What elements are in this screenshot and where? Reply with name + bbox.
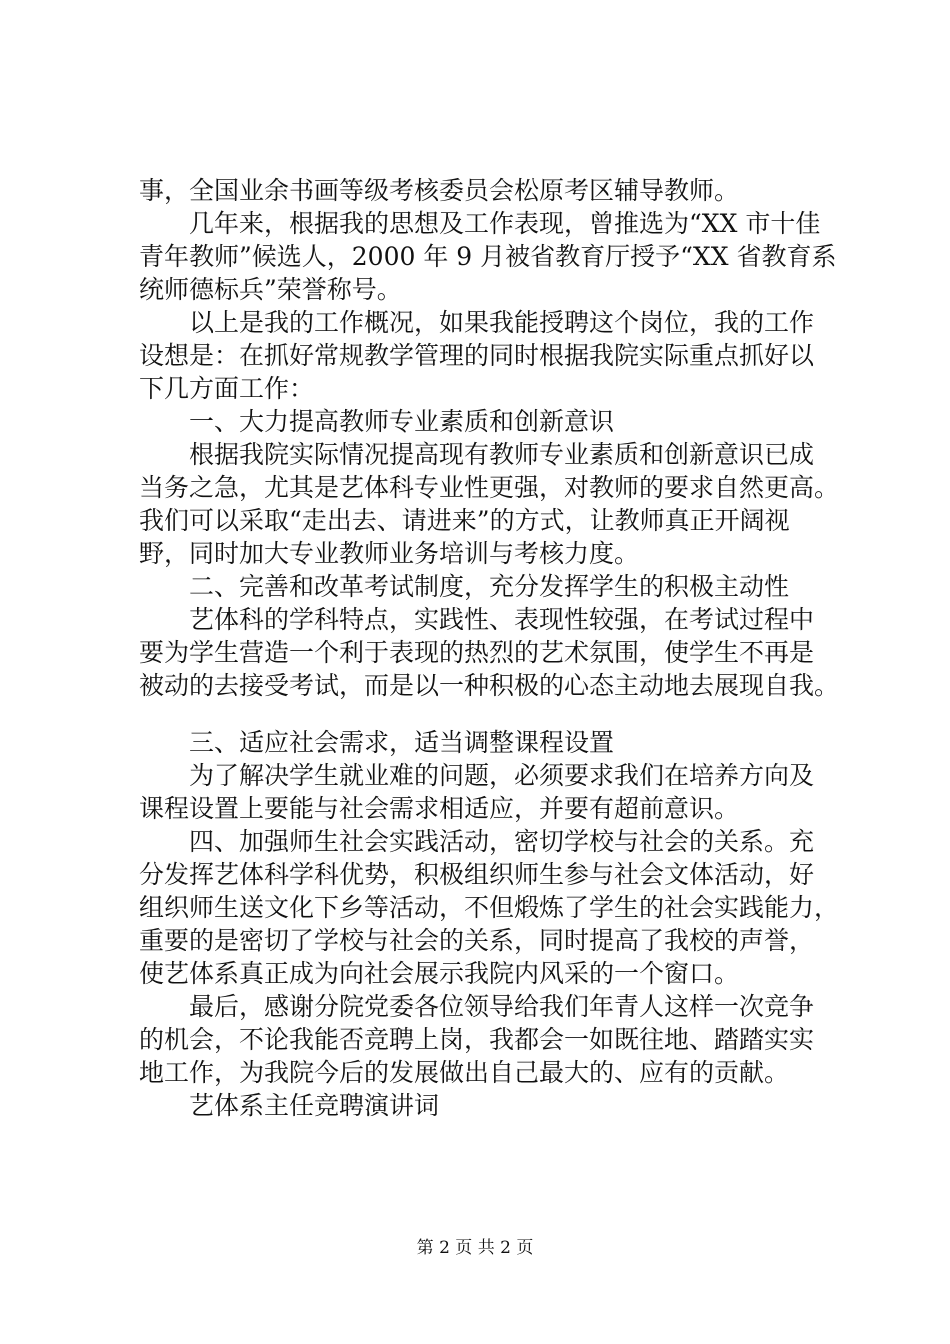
text-line: 的机会，不论我能否竞聘上岗，我都会一如既往地、踏踏实实 xyxy=(139,1025,815,1054)
document-title-line: 艺体系主任竞聘演讲词 xyxy=(139,1091,440,1120)
text-line: 设想是：在抓好常规教学管理的同时根据我院实际重点抓好以 xyxy=(139,341,815,370)
text-line: 统师德标兵”荣誉称号。 xyxy=(139,275,402,304)
text-line: 我们可以采取“走出去、请进来”的方式，让教师真正开阔视 xyxy=(139,506,790,535)
paragraph-gap xyxy=(139,702,839,726)
text-line: 野，同时加大专业教师业务培训与考核力度。 xyxy=(139,539,640,568)
text-line: 地工作，为我院今后的发展做出自己最大的、应有的贡献。 xyxy=(139,1058,790,1087)
text-line: 最后，感谢分院党委各位领导给我们年青人这样一次竞争 xyxy=(139,992,815,1021)
text-line: 艺体科的学科特点，实践性、表现性较强，在考试过程中 xyxy=(139,605,815,634)
text-line: 几年来，根据我的思想及工作表现，曾推选为“XX 市十佳 xyxy=(139,209,821,238)
page-number-footer: 第 2 页 共 2 页 xyxy=(416,1238,534,1258)
text-line: 分发挥艺体科学科优势，积极组织师生参与社会文体活动，好 xyxy=(139,860,815,889)
text-line: 为了解决学生就业难的问题，必须要求我们在培养方向及 xyxy=(139,761,815,790)
text-line: 被动的去接受考试，而是以一种积极的心态主动地去展现自我。 xyxy=(139,671,840,700)
text-line: 课程设置上要能与社会需求相适应，并要有超前意识。 xyxy=(139,794,740,823)
text-line: 组织师生送文化下乡等活动，不但煅炼了学生的社会实践能力， xyxy=(139,893,840,922)
section-heading: 四、加强师生社会实践活动，密切学校与社会的关系。充 xyxy=(139,827,815,856)
text-line: 下几方面工作： xyxy=(139,374,315,403)
section-heading: 一、大力提高教师专业素质和创新意识 xyxy=(139,407,615,436)
text-line: 要为学生营造一个利于表现的热烈的艺术氛围，使学生不再是 xyxy=(139,638,815,667)
text-line: 重要的是密切了学校与社会的关系，同时提高了我校的声誉， xyxy=(139,926,815,955)
section-heading: 二、完善和改革考试制度，充分发挥学生的积极主动性 xyxy=(139,572,790,601)
document-body xyxy=(139,174,839,1122)
text-line: 当务之急，尤其是艺体科专业性更强，对教师的要求自然更高。 xyxy=(139,473,840,502)
text-line: 使艺体系真正成为向社会展示我院内风采的一个窗口。 xyxy=(139,959,740,988)
text-line: 事，全国业余书画等级考核委员会松原考区辅导教师。 xyxy=(139,176,740,205)
text-line: 以上是我的工作概况，如果我能授聘这个岗位，我的工作 xyxy=(139,308,815,337)
text-line: 根据我院实际情况提高现有教师专业素质和创新意识已成 xyxy=(139,440,815,469)
section-heading: 三、适应社会需求，适当调整课程设置 xyxy=(139,728,615,757)
text-line: 青年教师”候选人，2000 年 9 月被省教育厅授予“XX 省教育系 xyxy=(139,242,837,271)
